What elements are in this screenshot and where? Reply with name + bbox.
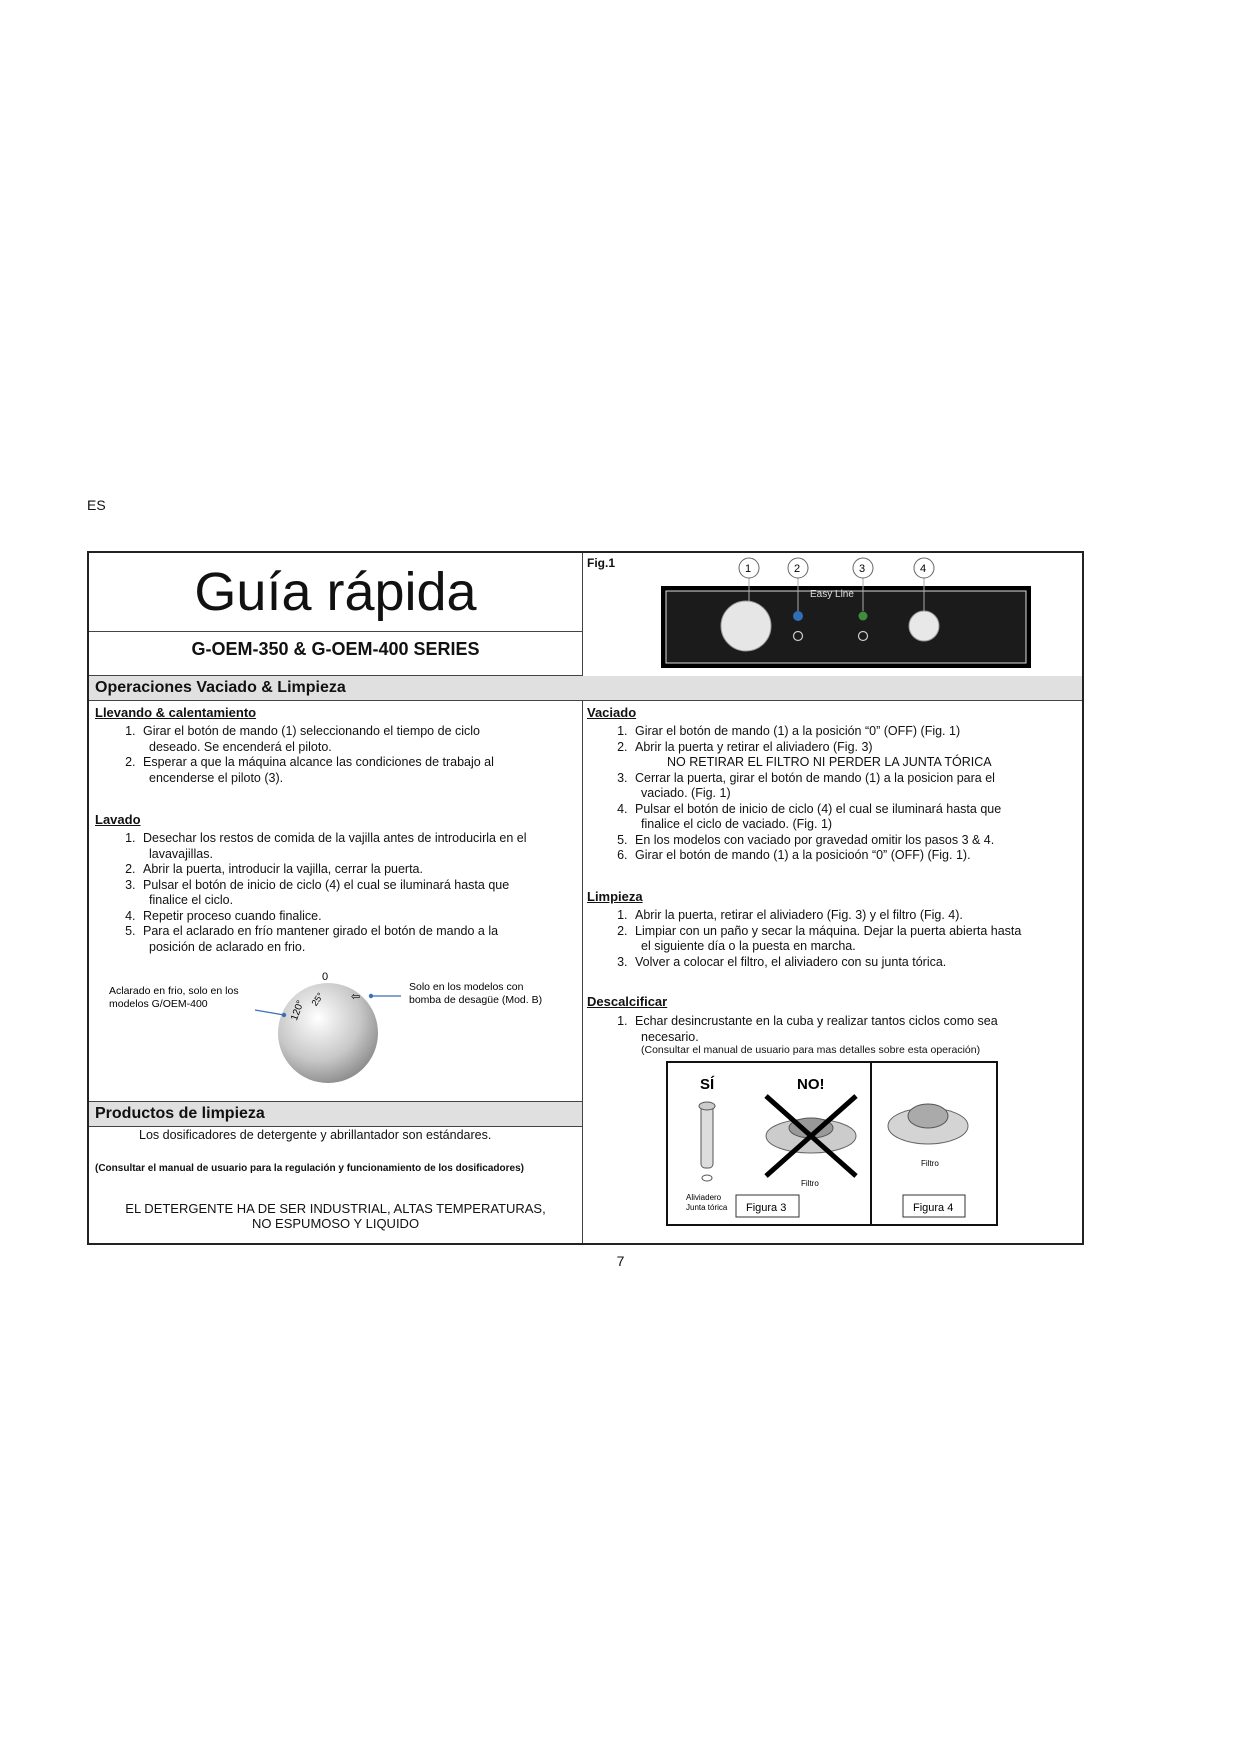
limpieza-steps	[587, 908, 1121, 970]
aliviadero-label: Aliviadero	[686, 1193, 722, 1202]
cold-rinse-label: Aclarado en frio, solo en los	[109, 985, 239, 997]
divider	[89, 1126, 582, 1127]
page-number: 7	[616, 1253, 625, 1269]
list-item: 3. Cerrar la puerta, girar el botón de mando (1) a la posicion para el vaciado. (Fig. 1)	[631, 771, 1121, 802]
list-item: 2. Abrir la puerta y retirar el aliviadero (Fig. 3) NO RETIRAR EL FILTRO NI PERDER LA JUNTA TÓRICA	[631, 740, 1121, 771]
filter-figures	[666, 1061, 998, 1226]
dosificadores-text: Los dosificadores de detergente y abrillantador son estándares.	[139, 1128, 492, 1142]
llenado-steps	[95, 724, 609, 786]
dial-mark-120: 120°	[289, 998, 307, 1023]
vaciado-heading: Vaciado	[587, 705, 637, 720]
list-item: 1. Echar desincrustante en la cuba y realizar tantos ciclos como sea necesario.	[631, 1014, 1121, 1045]
list-item: 3. Pulsar el botón de inicio de ciclo (4) el cual se iluminará hasta que finalice el ciclo.	[139, 878, 619, 909]
list-item: 5. En los modelos con vaciado por gravedad omitir los pasos 3 & 4.	[631, 833, 1121, 849]
list-item: 1. Girar el botón de mando (1) seleccionando el tiempo de ciclo deseado. Se encenderá el piloto.	[139, 724, 609, 755]
no-label: NO!	[797, 1076, 825, 1093]
list-item: 1. Abrir la puerta, retirar el aliviadero (Fig. 3) y el filtro (Fig. 4).	[631, 908, 1121, 924]
list-item: 5. Para el aclarado en frío mantener girado el botón de mando a la posición de aclarado en frio.	[139, 924, 619, 955]
callout-4: 4	[920, 563, 927, 575]
fig1-label: Fig.1	[587, 556, 616, 570]
dial-mark-zero: 0	[322, 971, 329, 983]
list-item: 4. Repetir proceso cuando finalice.	[139, 909, 619, 925]
page-title: Guía rápida	[194, 562, 477, 622]
panel-dial	[721, 601, 771, 651]
callout-3: 3	[859, 563, 866, 575]
pilot-light-blue	[793, 611, 803, 621]
productos-heading: Productos de limpieza	[95, 1105, 265, 1122]
overflow-pipe	[701, 1106, 713, 1168]
vaciado-steps	[587, 724, 1121, 864]
junta-label: Junta tórica	[686, 1203, 728, 1212]
control-dial-illustration	[109, 963, 549, 1093]
callout-1: 1	[745, 563, 752, 575]
drain-pump-label: Solo en los modelos con	[409, 981, 524, 993]
language-code: ES	[87, 497, 106, 513]
drain-pump-label: bomba de desagüe (Mod. B)	[409, 994, 543, 1006]
list-item: 2. Limpiar con un paño y secar la máquina. Dejar la puerta abierta hasta el siguiente día o la puesta en marcha.	[631, 924, 1121, 955]
detergent-warning: NO ESPUMOSO Y LIQUIDO	[251, 1216, 420, 1231]
filtro-label: Filtro	[801, 1179, 819, 1188]
descal-heading: Descalcificar	[587, 994, 668, 1009]
pump-icon: ⇦	[351, 991, 361, 1003]
limpieza-heading: Limpieza	[587, 889, 643, 904]
divider	[89, 700, 1082, 701]
pilot-light-green	[859, 612, 868, 621]
callout-2: 2	[794, 563, 801, 575]
lavado-steps	[95, 831, 619, 955]
figura4-label: Figura 4	[913, 1202, 954, 1214]
list-item: 2. Esperar a que la máquina alcance las condiciones de trabajo al encenderse el piloto (3).	[139, 755, 609, 786]
filtro-label-fig4: Filtro	[921, 1159, 939, 1168]
list-item: 3. Volver a colocar el filtro, el aliviadero con su junta tórica.	[631, 955, 1121, 971]
list-item: 6. Girar el botón de mando (1) a la posicioón “0” (OFF) (Fig. 1).	[631, 848, 1121, 864]
list-item: 1. Girar el botón de mando (1) a la posición “0” (OFF) (Fig. 1)	[631, 724, 1121, 740]
divider	[89, 631, 582, 632]
list-item: 2. Abrir la puerta, introducir la vajilla, cerrar la puerta.	[139, 862, 619, 878]
cold-rinse-label: modelos G/OEM-400	[109, 998, 208, 1010]
series-title: G-OEM-350 & G-OEM-400 SERIES	[191, 639, 480, 659]
descal-steps	[587, 1014, 1121, 1045]
operations-heading: Operaciones Vaciado & Limpieza	[95, 679, 346, 696]
descal-note: (Consultar el manual de usuario para mas detalles sobre esta operación)	[641, 1044, 981, 1056]
control-panel	[666, 591, 1026, 663]
control-panel-figure	[649, 556, 1079, 676]
quick-guide-frame	[87, 551, 1084, 1245]
yes-label: SÍ	[700, 1076, 715, 1093]
lavado-heading: Lavado	[95, 812, 141, 827]
figura3-label: Figura 3	[746, 1202, 787, 1214]
dosificadores-note: (Consultar el manual de usuario para la regulación y funcionamiento de los dosificadores)	[95, 1163, 524, 1174]
start-button	[909, 611, 939, 641]
dial-mark-25: 25°	[309, 990, 326, 1008]
panel-brand: Easy Line	[810, 589, 854, 600]
llenado-heading: Llevando & calentamiento	[95, 705, 257, 720]
list-item: 1. Desechar los restos de comida de la vajilla antes de introducirla en el lavavajillas.	[139, 831, 619, 862]
list-item: 4. Pulsar el botón de inicio de ciclo (4) el cual se iluminará hasta que finalice el ciclo de vaciado. (Fig. 1)	[631, 802, 1121, 833]
detergent-warning: EL DETERGENTE HA DE SER INDUSTRIAL, ALTAS TEMPERATURAS,	[125, 1201, 546, 1216]
dial-knob	[278, 983, 378, 1083]
